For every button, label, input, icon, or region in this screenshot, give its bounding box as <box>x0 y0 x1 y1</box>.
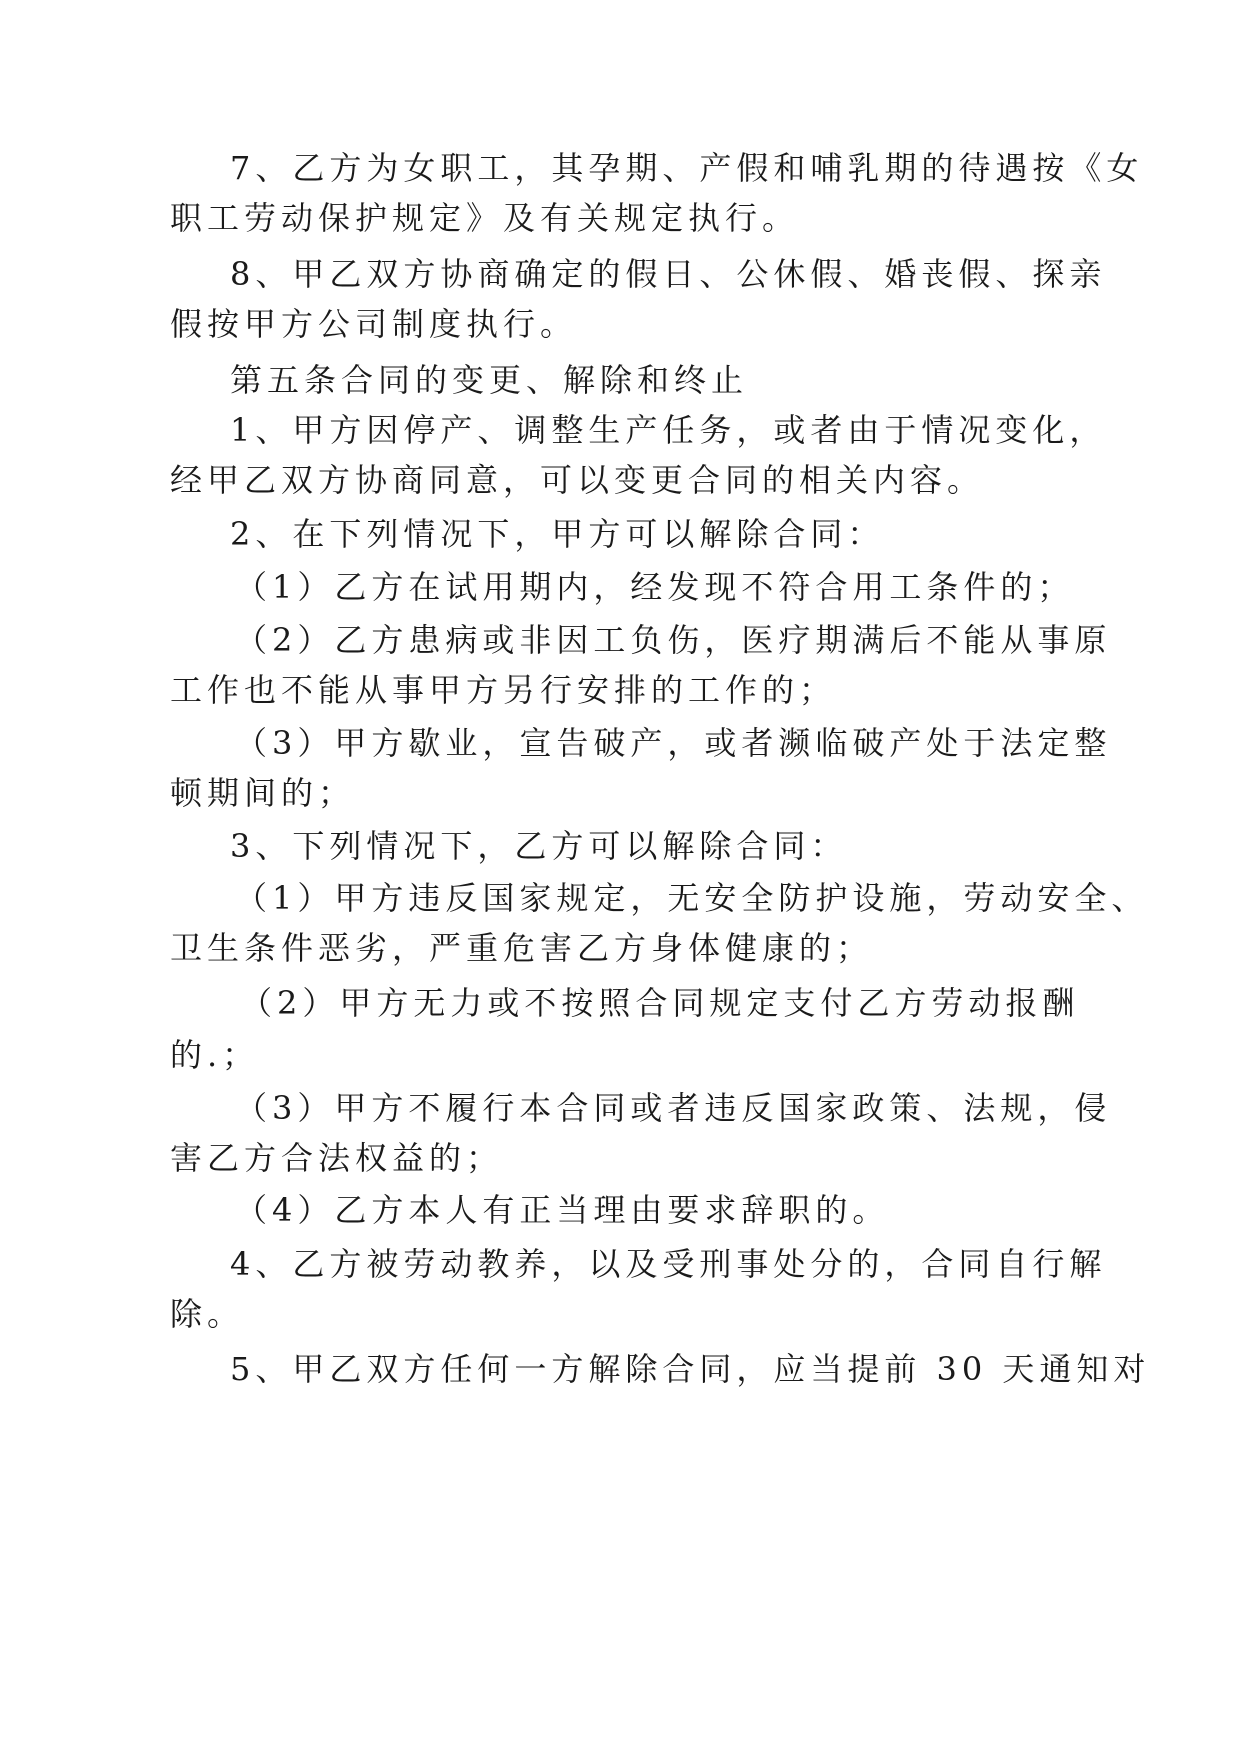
text-line: 7、乙方为女职工，其孕期、产假和哺乳期的待遇按《女 <box>230 149 1144 187</box>
text-line: 害乙方合法权益的； <box>170 1139 504 1177</box>
text-line: 4、乙方被劳动教养，以及受刑事处分的，合同自行解 <box>230 1245 1107 1283</box>
text-line: （3）甲方歇业，宣告破产，或者濒临破产处于法定整 <box>235 724 1112 762</box>
section-heading: 第五条合同的变更、解除和终止 <box>230 361 749 399</box>
text-line: （1）甲方违反国家规定，无安全防护设施，劳动安全、 <box>235 879 1149 917</box>
text-line: 的.； <box>170 1036 260 1074</box>
text-line: 职工劳动保护规定》及有关规定执行。 <box>170 199 800 237</box>
text-line: 工作也不能从事甲方另行安排的工作的； <box>170 671 837 709</box>
text-line: 卫生条件恶劣，严重危害乙方身体健康的； <box>170 929 874 967</box>
text-line: 顿期间的； <box>170 774 356 812</box>
text-line: 2、在下列情况下，甲方可以解除合同： <box>230 515 885 553</box>
text-line: 3、下列情况下，乙方可以解除合同： <box>230 827 848 865</box>
text-line: （2）乙方患病或非因工负伤，医疗期满后不能从事原 <box>235 621 1112 659</box>
text-line: （3）甲方不履行本合同或者违反国家政策、法规，侵 <box>235 1089 1112 1127</box>
text-line: （2）甲方无力或不按照合同规定支付乙方劳动报酬 <box>240 984 1080 1022</box>
text-line: （4）乙方本人有正当理由要求辞职的。 <box>235 1191 890 1229</box>
text-line: 1、甲方因停产、调整生产任务，或者由于情况变化， <box>230 411 1107 449</box>
text-line: 5、甲乙双方任何一方解除合同，应当提前 30 天通知对 <box>230 1350 1151 1388</box>
text-line: 假按甲方公司制度执行。 <box>170 305 578 343</box>
text-line: 除。 <box>170 1295 245 1333</box>
text-line: 8、甲乙双方协商确定的假日、公休假、婚丧假、探亲 <box>230 255 1107 293</box>
text-line: （1）乙方在试用期内，经发现不符合用工条件的； <box>235 568 1075 606</box>
text-line: 经甲乙双方协商同意，可以变更合同的相关内容。 <box>170 461 985 499</box>
